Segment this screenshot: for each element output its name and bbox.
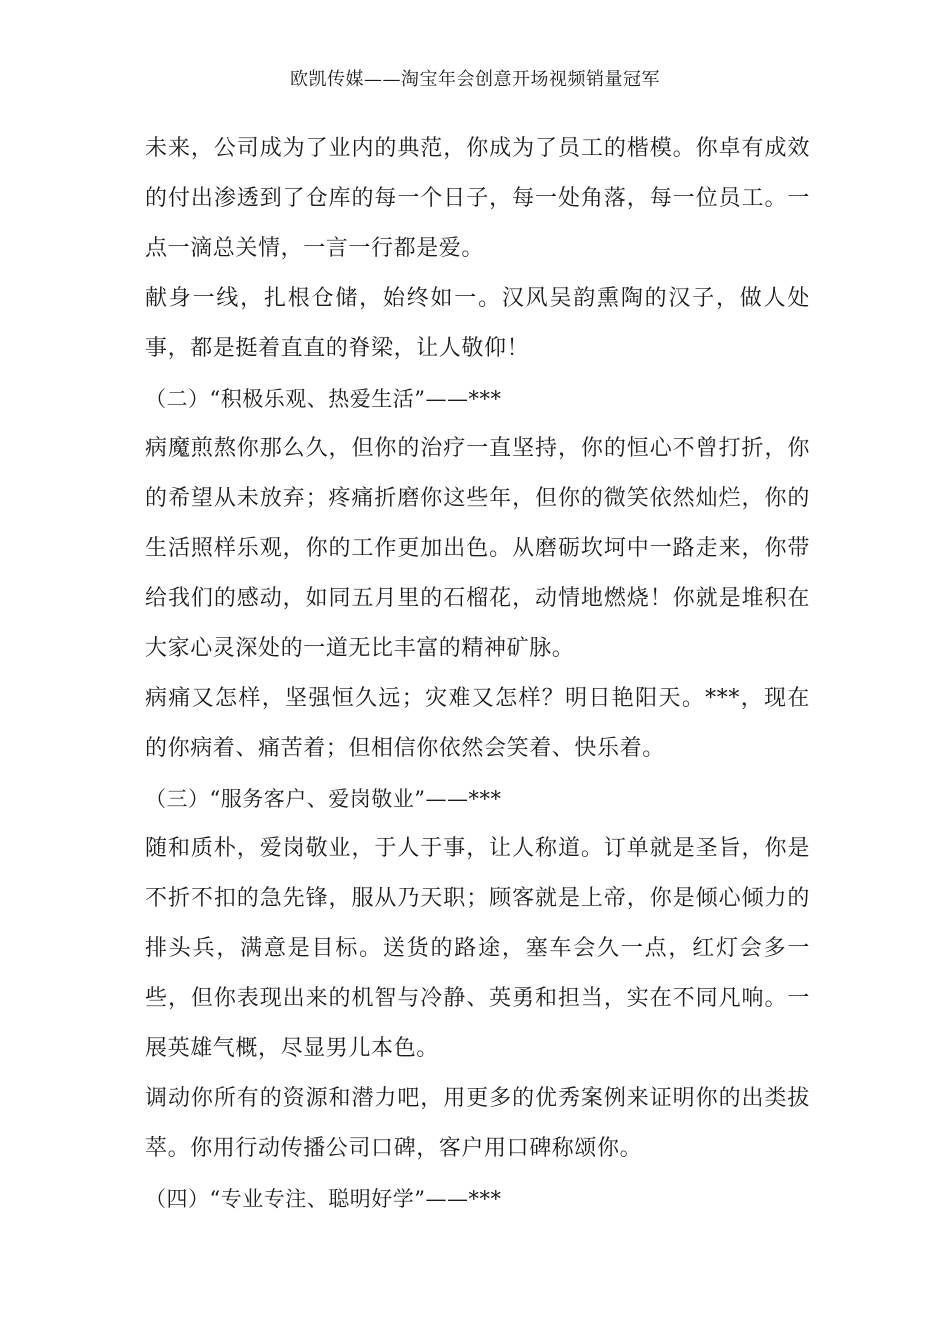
section-heading-4: （四）“专业专注、聪明好学”——*** <box>145 1187 502 1211</box>
paragraph-service: 随和质朴，爱岗敬业，于人于事，让人称道。订单就是圣旨，你是不折不扣的急先锋，服从乃天职；顾客就是上帝，你是倾心倾力的排头兵，满意是目标。送货的路途，塞车会久一点，红灯会多一些，但你表现出来的机智与冷静、英勇和担当，实在不同凡响。一展英雄气概，尽显男儿本色。 <box>145 836 810 1061</box>
paragraph-potential: 调动你所有的资源和潜力吧，用更多的优秀案例来证明你的出类拔萃。你用行动传播公司口碑，客户用口碑称颂你。 <box>145 1086 810 1161</box>
document-body <box>145 124 810 1224</box>
paragraph-strength: 病痛又怎样，坚强恒久远；灾难又怎样？明日艳阳天。***，现在的你病着、痛苦着；但相信你依然会笑着、快乐着。 <box>145 686 810 761</box>
paragraph-future: 未来，公司成为了业内的典范，你成为了员工的楷模。你卓有成效的付出渗透到了仓库的每一个日子，每一处角落，每一位员工。一点一滴总关情，一言一行都是爱。 <box>145 136 810 261</box>
page-header: 欧凯传媒——淘宝年会创意开场视频销量冠军 <box>290 69 660 90</box>
section-heading-3: （三）“服务客户、爱岗敬业”——*** <box>145 787 502 811</box>
paragraph-dedication: 献身一线，扎根仓储，始终如一。汉风吴韵熏陶的汉子，做人处事，都是挺着直直的脊梁，让人敬仰！ <box>145 286 810 361</box>
section-heading-2: （二）“积极乐观、热爱生活”——*** <box>145 387 502 411</box>
paragraph-illness: 病魔煎熬你那么久，但你的治疗一直坚持，你的恒心不曾打折，你的希望从未放弃；疼痛折磨你这些年，但你的微笑依然灿烂，你的生活照样乐观，你的工作更加出色。从磨砺坎坷中一路走来，你带给我们的感动，如同五月里的石榴花，动情地燃烧！你就是堆积在大家心灵深处的一道无比丰富的精神矿脉。 <box>145 436 810 661</box>
